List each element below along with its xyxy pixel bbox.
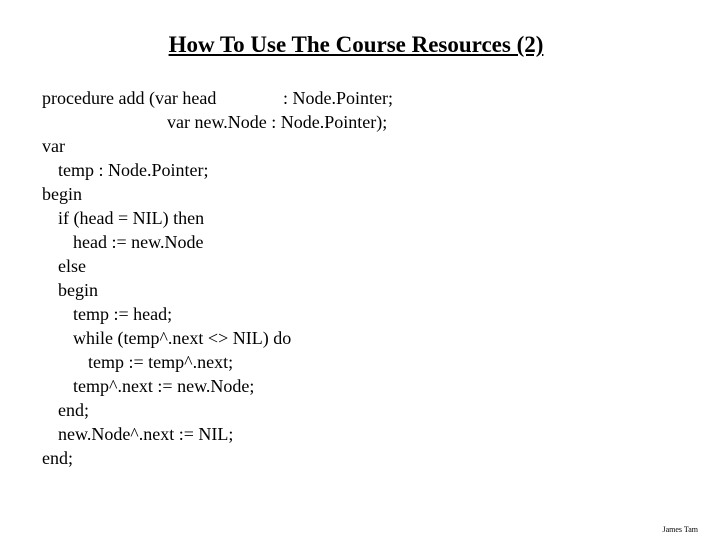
code-line: var (42, 136, 65, 156)
code-line: var new.Node : Node.Pointer); (167, 112, 388, 132)
code-line: : Node.Pointer; (283, 88, 393, 108)
code-line: new.Node^.next := NIL; (58, 424, 234, 444)
code-line: head := new.Node (73, 232, 204, 252)
code-line: temp : Node.Pointer; (58, 160, 209, 180)
code-line: else (58, 256, 86, 276)
code-line: temp^.next := new.Node; (73, 376, 255, 396)
code-line: procedure add (var head (42, 88, 217, 108)
code-line: if (head = NIL) then (58, 208, 205, 228)
code-line: end; (42, 448, 73, 468)
code-line: begin (58, 280, 98, 300)
code-line: begin (42, 184, 82, 204)
code-line: temp := temp^.next; (88, 352, 234, 372)
code-line: end; (58, 400, 89, 420)
slide-title: How To Use The Course Resources (2) (168, 32, 544, 57)
code-line: while (temp^.next <> NIL) do (73, 328, 292, 348)
author-footer: James Tam (662, 525, 698, 534)
code-line: temp := head; (73, 304, 173, 324)
